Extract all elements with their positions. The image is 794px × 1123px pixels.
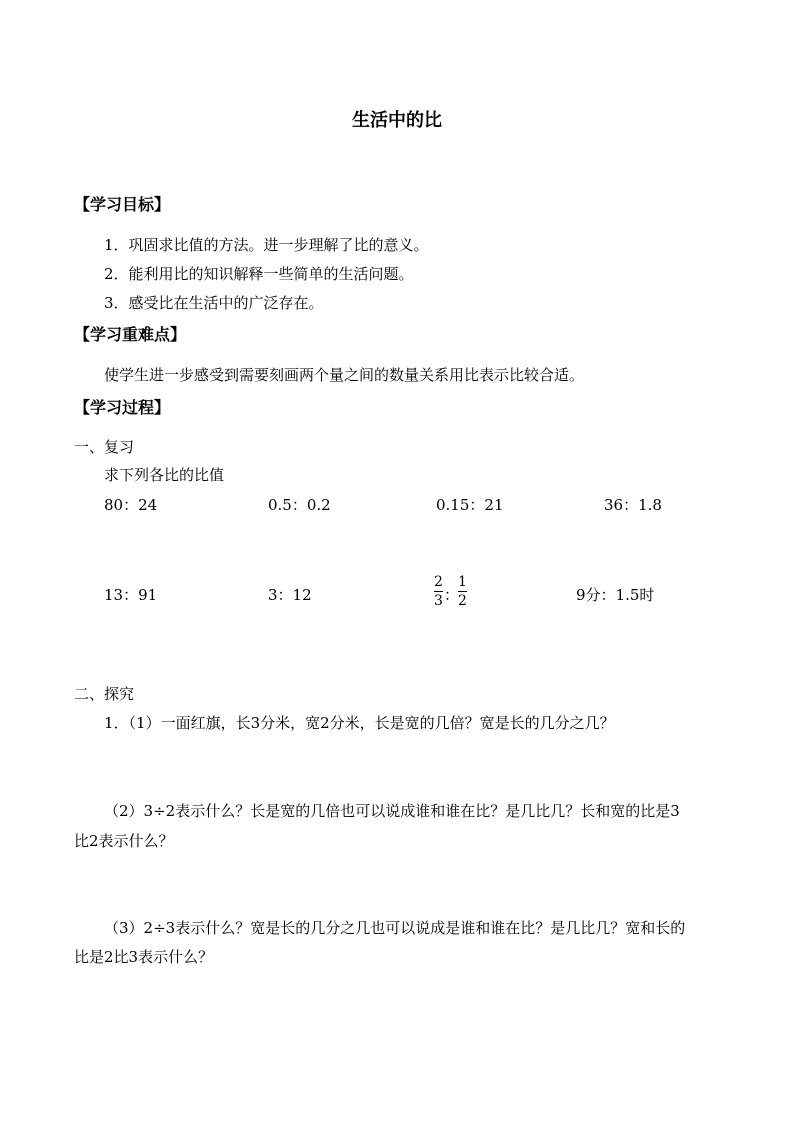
explore-heading: 二、探究 [74, 685, 135, 703]
objective-item: 2．能利用比的知识解释一些简单的生活问题。 [104, 265, 414, 283]
objective-item: 1．巩固求比值的方法。进一步理解了比的意义。 [104, 236, 429, 254]
question-2-line-1: （2）3÷2表示什么？长是宽的几倍也可以说成谁和谁在比？是几比几？长和宽的比是3 [104, 802, 680, 820]
fraction-numerator: 2 [434, 574, 443, 590]
question-3-line-2: 比是2比3表示什么？ [74, 948, 214, 966]
ratio-item: 3：12 [268, 586, 312, 604]
ratio-item: 9分：1.5时 [576, 586, 655, 604]
question-1: 1．（1）一面红旗，长3分米，宽2分米，长是宽的几倍？宽是长的几分之几？ [104, 714, 615, 732]
ratio-item: 36：1.8 [604, 496, 662, 514]
objective-item: 3．感受比在生活中的广泛存在。 [104, 294, 324, 312]
ratio-separator: ： [444, 586, 460, 604]
process-heading: 【学习过程】 [74, 398, 171, 417]
fraction-two-thirds [434, 574, 443, 609]
fraction-numerator: 1 [458, 574, 467, 590]
ratio-item: 0.5：0.2 [268, 496, 331, 514]
question-3-line-1: （3）2÷3表示什么？宽是长的几分之几也可以说成是谁和谁在比？是几比几？宽和长的 [104, 919, 686, 937]
ratio-item: 0.15：21 [436, 496, 504, 514]
key-points-text: 使学生进一步感受到需要刻画两个量之间的数量关系用比表示比较合适。 [104, 366, 585, 384]
fraction-one-half [458, 574, 467, 609]
ratio-item: 13：91 [104, 586, 158, 604]
fraction-denominator: 3 [434, 593, 443, 609]
page-title: 生活中的比 [352, 110, 442, 131]
key-points-heading: 【学习重难点】 [74, 325, 187, 344]
objectives-heading: 【学习目标】 [74, 195, 171, 214]
review-heading: 一、复习 [74, 438, 135, 456]
ratio-item: 80：24 [104, 496, 158, 514]
fraction-denominator: 2 [458, 593, 467, 609]
question-2-line-2: 比2表示什么？ [74, 832, 174, 850]
review-instruction: 求下列各比的比值 [104, 466, 225, 484]
